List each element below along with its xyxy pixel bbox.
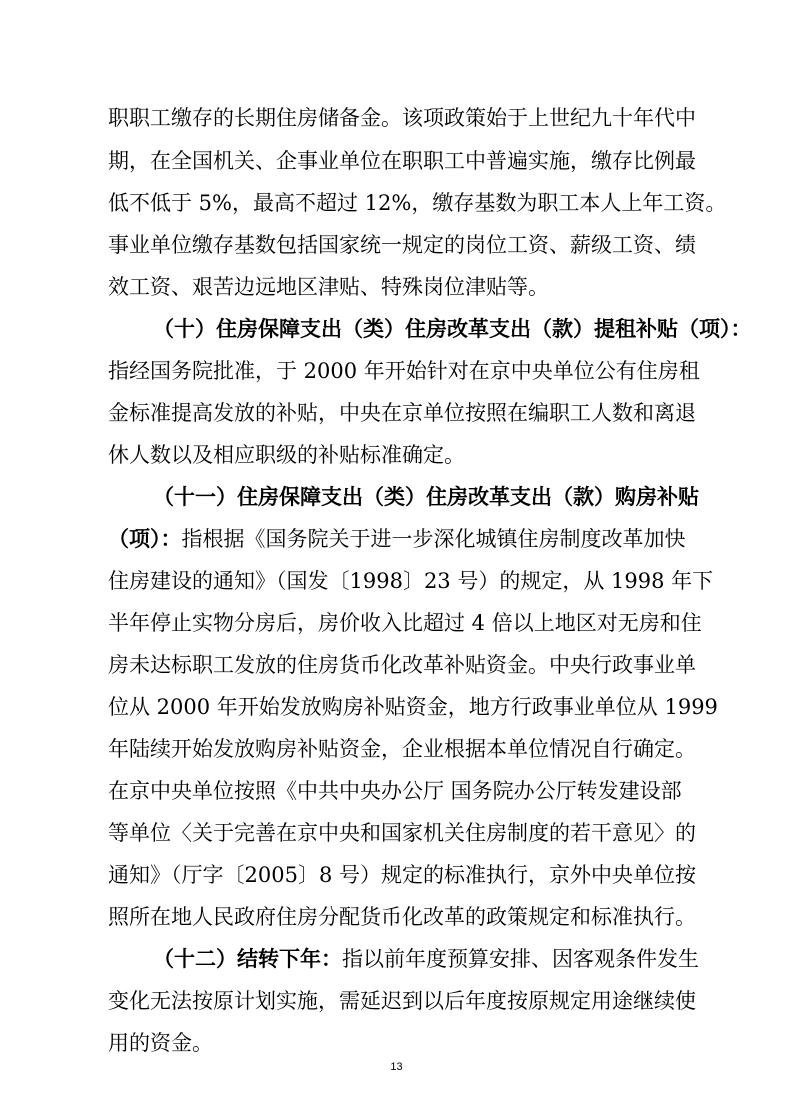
paragraph-line: 半年停止实物分房后，房价收入比超过 4 倍以上地区对无房和住 xyxy=(108,611,702,635)
paragraph-text: 指根据《国务院关于进一步深化城镇住房制度改革加快 xyxy=(181,527,686,551)
section-heading-continuation: （项）： xyxy=(108,526,182,551)
paragraph-line: 变化无法按原计划实施，需延迟到以后年度按原规定用途继续使 xyxy=(108,989,696,1013)
paragraph-line: 年陆续开始发放购房补贴资金，企业根据本单位情况自行确定。 xyxy=(108,737,696,761)
paragraph-line: 照所在地人民政府住房分配货币化改革的政策规定和标准执行。 xyxy=(108,905,696,929)
paragraph-line xyxy=(108,523,686,555)
paragraph-line: 用的资金。 xyxy=(108,1031,213,1055)
paragraph-line: 位从 2000 年开始发放购房补贴资金，地方行政事业单位从 1999 xyxy=(108,695,718,719)
section-heading: （十一）住房保障支出（类）住房改革支出（款）购房补贴 xyxy=(153,484,699,509)
paragraph-line: 效工资、艰苦边远地区津贴、特殊岗位津贴等。 xyxy=(108,275,549,299)
paragraph-line: 金标准提高发放的补贴，中央在京单位按照在编职工人数和离退 xyxy=(108,401,696,425)
section-heading: （十二）结转下年： xyxy=(153,946,342,971)
paragraph-line: 低不低于 5%，最高不超过 12%，缴存基数为职工本人上年工资。 xyxy=(108,191,727,215)
paragraph-line: 指经国务院批准，于 2000 年开始针对在京中央单位公有住房租 xyxy=(108,359,700,383)
paragraph-line: 休人数以及相应职级的补贴标准确定。 xyxy=(108,443,465,467)
paragraph-line: 事业单位缴存基数包括国家统一规定的岗位工资、薪级工资、绩 xyxy=(108,233,696,257)
paragraph-line: 房未达标职工发放的住房货币化改革补贴资金。中央行政事业单 xyxy=(108,653,696,677)
paragraph-line: 住房建设的通知》（国发〔1998〕23 号）的规定，从 1998 年下 xyxy=(108,569,714,593)
paragraph-line: 在京中央单位按照《中共中央办公厅 国务院办公厅转发建设部 xyxy=(108,779,682,803)
page-number: 13 xyxy=(390,1061,403,1073)
paragraph-text: 指以前年度预算安排、因客观条件发生 xyxy=(342,947,699,971)
paragraph-line xyxy=(153,943,699,975)
section-heading: （十）住房保障支出（类）住房改革支出（款）提租补贴（项）： xyxy=(153,316,752,341)
paragraph-line: 等单位〈关于完善在京中央和国家机关住房制度的若干意见〉的 xyxy=(108,821,696,845)
paragraph-line: 期，在全国机关、企事业单位在职职工中普遍实施，缴存比例最 xyxy=(108,149,696,173)
paragraph-line: 通知》（厅字〔2005〕8 号）规定的标准执行，京外中央单位按 xyxy=(108,863,696,887)
paragraph-line: 职职工缴存的长期住房储备金。该项政策始于上世纪九十年代中 xyxy=(108,106,696,130)
